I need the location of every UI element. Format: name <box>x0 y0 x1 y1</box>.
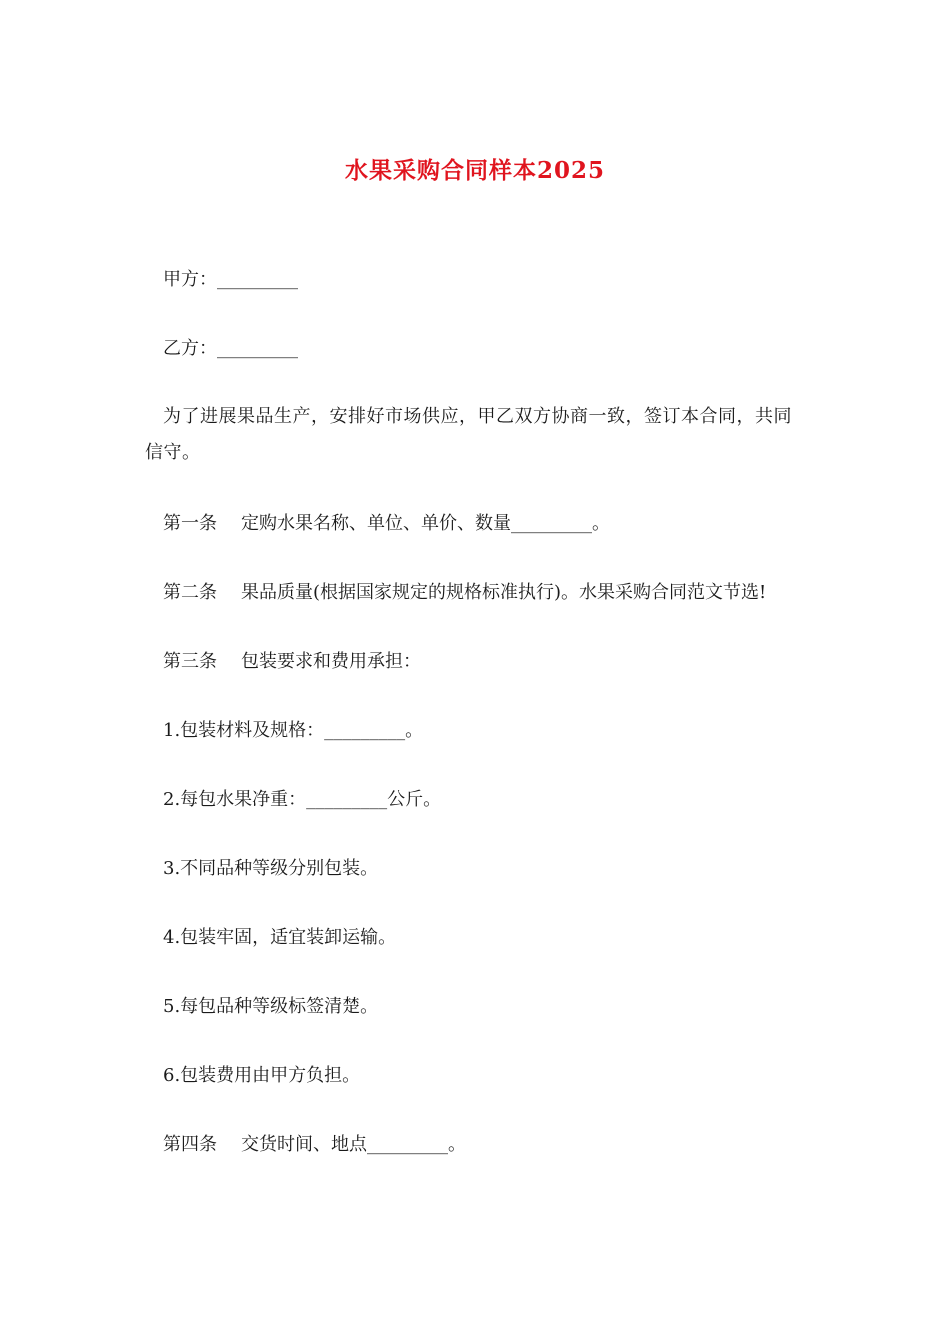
article-4-text: 交货时间、地点_________。 <box>241 1134 466 1155</box>
article-3 <box>163 646 421 678</box>
party-b-line: 乙方：_________ <box>163 338 298 359</box>
list-item: 2.每包水果净重：_________公斤。 <box>163 789 442 810</box>
list-item: 3.不同品种等级分别包装。 <box>163 858 379 879</box>
party-a-line: 甲方：_________ <box>163 269 298 290</box>
intro-paragraph: 为了进展果品生产，安排好市场供应，甲乙双方协商一致，签订本合同，共同信守。 <box>145 406 792 463</box>
list-item: 6.包装费用由甲方负担。 <box>163 1065 361 1086</box>
article-2-label: 第二条 <box>163 582 217 603</box>
article-2 <box>163 577 766 609</box>
list-item: 5.每包品种等级标签清楚。 <box>163 996 379 1017</box>
article-3-text: 包装要求和费用承担： <box>241 651 421 672</box>
article-2-text: 果品质量(根据国家规定的规格标准执行)。水果采购合同范文节选! <box>241 582 767 603</box>
list-item: 4.包装牢固，适宜装卸运输。 <box>163 927 397 948</box>
document-title: 水果采购合同样本2025 <box>344 157 605 184</box>
article-1-label: 第一条 <box>163 513 217 534</box>
article-4 <box>163 1129 466 1161</box>
list-item: 1.包装材料及规格：_________。 <box>163 720 424 741</box>
article-1-text: 定购水果名称、单位、单价、数量_________。 <box>241 513 610 534</box>
article-4-label: 第四条 <box>163 1134 217 1155</box>
article-3-label: 第三条 <box>163 651 217 672</box>
article-1 <box>163 508 610 540</box>
